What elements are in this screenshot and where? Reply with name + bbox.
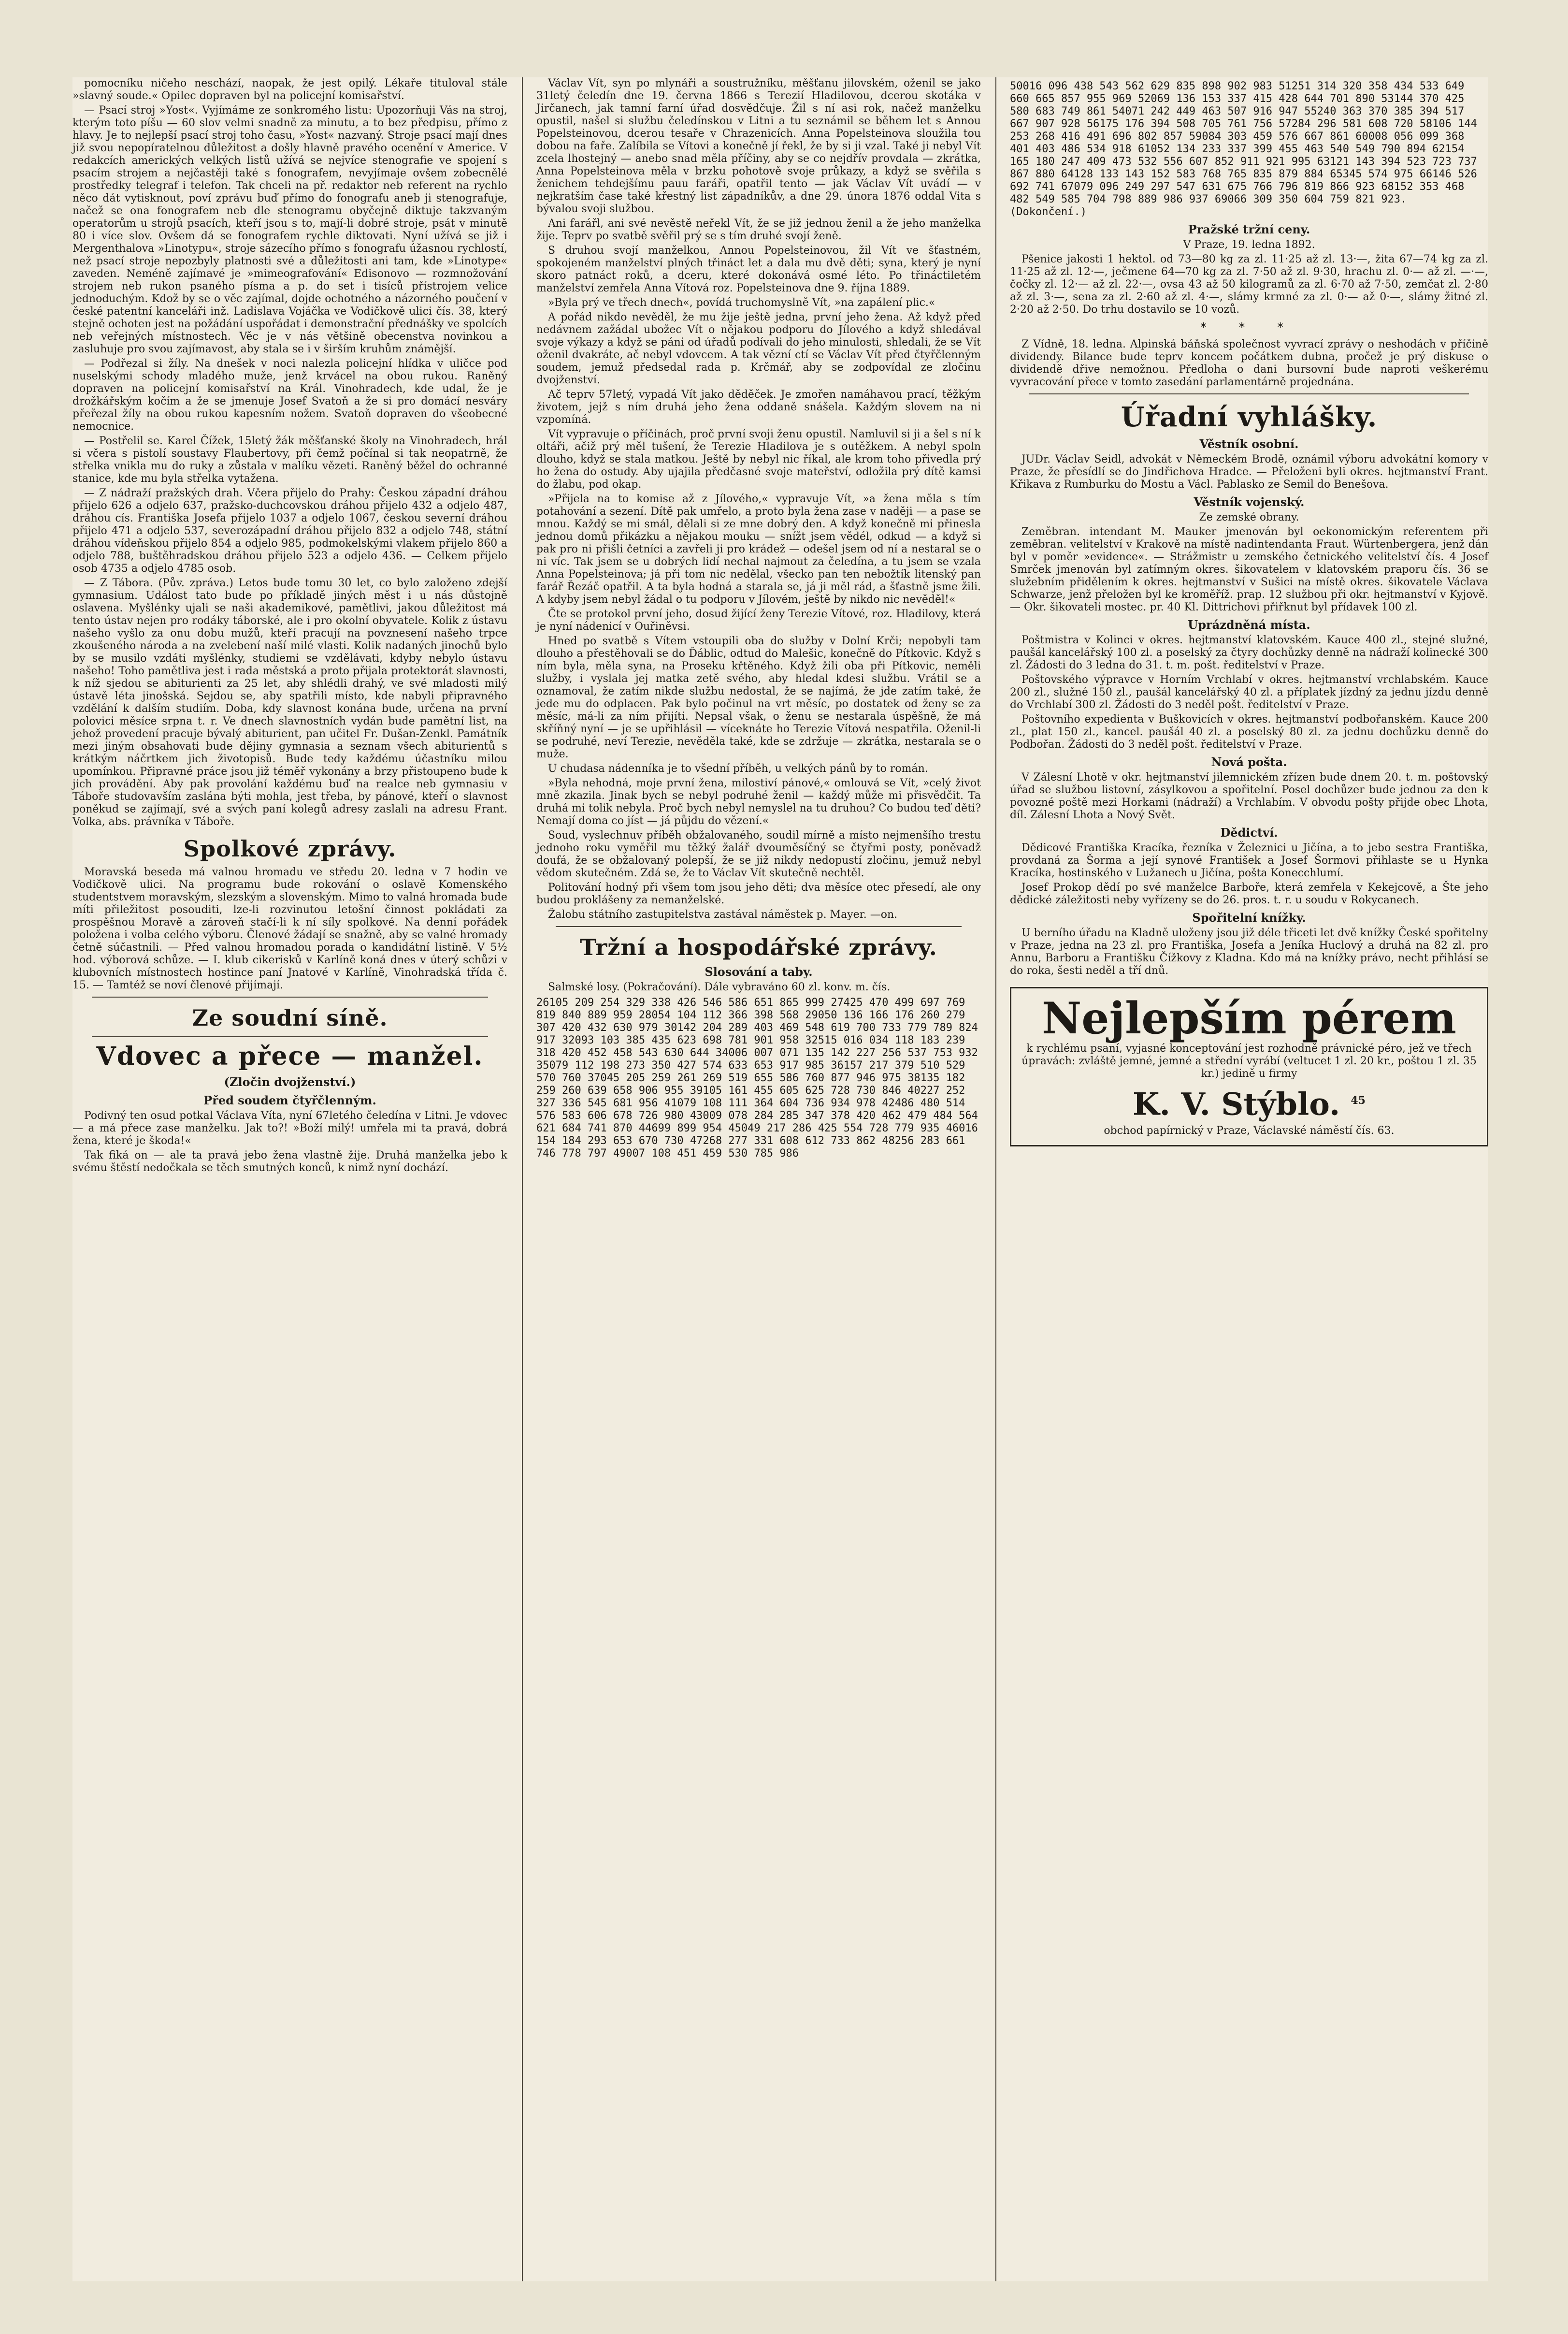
ad-number: 45 <box>1351 1094 1366 1107</box>
ad-headline: Nejlepším pérem <box>1042 993 1456 1044</box>
subsection-heading: Dědictví. <box>1220 826 1278 840</box>
advertisement <box>1010 987 1488 1146</box>
lottery-numbers: 50016 096 438 543 562 629 835 898 902 983 51251 314 320 358 434 533 649 660 665 857 955 969 52069 136 153 337 415 428 644 701 890 53144 370 425 580 683 749 861 54071 242 449 463 507 916 947 55240 363 370 385 394 517 667 907 928 56175 176 394 508 705 761 756 57284 296 581 608 720 58106 144 253 268 416 491 696 802 857 59084 303 459 576 667 861 60008 056 099 368 401 403 486 534 918 61052 134 233 337 399 455 463 540 549 790 894 62154 165 180 247 409 473 532 556 607 852 911 921 995 63121 143 394 523 723 737 867 880 64128 133 143 152 583 768 765 835 879 884 65345 574 975 66146 526 692 741 67079 096 249 297 547 631 675 766 796 819 866 923 68152 353 468 482 549 585 704 798 889 986 937 69066 309 350 604 759 821 923. (Dokončení.) <box>1010 80 1484 218</box>
ad-text: obchod papírnický v Praze, Václavské náměstí čís. 63. <box>1104 1125 1395 1137</box>
article-paragraph: Vít vypravuje o příčinách, proč první svoji ženu opustil. Namluvil si ji a šel s ní k oltáři, ačiž prý měl tušení, že Terezie Hladilova je s outěžkem. A nebyl spoln dlouho, když se stala matkou. Ještě by nebyl nic říkal, ale krom toho přivedla prý ho žena do ostudy. Aby ujajila předčasné svoje mateřství, odložila prý dítě kamsi do žlabu, pod okap. <box>536 428 981 491</box>
section-heading-soud: Ze soudní síně. <box>192 1005 388 1031</box>
article-paragraph: Tak fiká on — ale ta pravá jebo žena vlastně žije. Druhá manželka jebo k svému štěstí nedočkala se těch smutných konců, k nimž nyní dochází. <box>72 1149 507 1174</box>
article-paragraph: Poštovského výpravce v Horním Vrchlabí v okres. hejtmanství vrchlabském. Kauce 200 zl., služné 150 zl., paušál kancelářský 40 zl. a příplatek jízdný za jednu jízdu denně do Vrchlabí 300 zl. Žádosti do 3 neděl pošt. ředitelství v Praze. <box>1010 674 1488 711</box>
subsection-heading: Uprázdněná místa. <box>1188 618 1310 632</box>
article-paragraph: A pořád nikdo nevěděl, že mu žije ještě jedna, první jeho žena. Až když před nedávnem zažádal ubožec Vít o nějakou podporu do Jílového a když shledával svoje výkazy a když se páni od úřadů podívali do jeho minulosti, shledali, že se Vít oženil dvakráte, ač nebyl vdovcem. A tak vězní ctí se Václav Vít před čtyřčlenným soudem, jemuž předsedal rada p. Krčmář, aby se zodpovídal ze zločinu dvojženství. <box>536 311 981 386</box>
separator-stars: * * * <box>1200 320 1298 334</box>
newspaper-page <box>72 77 1488 2281</box>
article-paragraph: U berního úřadu na Kladně uloženy jsou již déle třiceti let dvě knížky České spořitelny v Praze, jedna na 23 zl. pro Františka, Josefa a Jeníka Huclový a druhá na 82 zl. pro Annu, Barboru a Františku Čížkovy z Kladna. Kdo má na knížky právo, necht přihlásí se do roka, šesti neděl a tří dnů. <box>1010 927 1488 977</box>
article-paragraph: Zeměbran. intendant M. Mauker jmenován byl oekonomickým referentem při zeměbran. velitelství v Krakově na místě nadintendanta Fraut. Würtenbergera, jenž dán byl v poměr »evidence«. — Strážmistr u zemského četnického velitelství čís. 4 Josef Smrček jmenován byl zatímným okres. šikovatelem v klatovském praporu čís. 36 se služebním přidělením k okres. hejtmanství v Sušici na místě okres. šikovatele Václava Schwarze, jenž přeložen byl ke kroměříž. prap. 12 službou při okr. hejtmanství v Kyjově. — Okr. šikovateli mostec. pr. 40 Kl. Dittrichovi přiřknut byl přídavek 100 zl. <box>1010 526 1488 613</box>
article-subheading: Před soudem čtyřčlenným. <box>203 1093 376 1107</box>
article-paragraph: Poštovního expedienta v Buškovicích v okres. hejtmanství podbořanském. Kauce 200 zl., plat 150 zl., kancel. paušál 40 zl. a poselský 80 zl. za jednu dochůzku denně do Podbořan. Žádosti do 3 neděl pošt. ředitelství v Praze. <box>1010 713 1488 751</box>
article-paragraph: pomocníku ničeho neschází, naopak, že jest opilý. Lékaře tituloval stále »slavný soude.« Opilec dopraven byl na policejní komisařství. <box>72 77 507 102</box>
article-headline: Vdovec a přece — manžel. <box>96 1042 484 1071</box>
article-paragraph: — Postřelil se. Karel Čížek, 15letý žák měšťanské školy na Vinohradech, hrál si včera s pistolí soustavy Flaubertovy, při čemž počínal si tak neopatrně, že střelka vnikla mu do ruky a zůstala v malíku vězeti. Raněný běžel do ochranné stanice, kde mu byla střelka vytažena. <box>72 435 507 485</box>
subsection-heading: Spořitelní knížky. <box>1192 911 1306 925</box>
article-paragraph: »Byla nehodná, moje první žena, milostiví pánové,« omlouvá se Vít, »celý život mně zkazila. Jinak bych se nebyl podruhé ženil — každý může mi přisvědčit. Ta druhá mi tolik nebyla. Proč bych nebyl nemyslel na tu druhou? Co budou teď děti? Nemají doma co jíst — já půjdu do vězení.« <box>536 777 981 827</box>
ad-company-name <box>1017 1083 1481 1122</box>
article-paragraph: Podivný ten osud potkal Václava Víta, nyní 67letého čeledína v Litni. Je vdovec — a má přece zase manželku. Jak to?! »Boží milý! umřela mi ta pravá, dobrá žena, které je škoda!« <box>72 1110 507 1147</box>
article-paragraph: Dědicové Františka Kracíka, řezníka v Železnici u Jičína, a to jebo sestra Františka, provdaná za Šorma a její synové František a Josef Šormovi přihlaste se u Hynka Kracíka, hostinského v Lužanech u Jičína, pošta Konecchlumí. <box>1010 842 1488 879</box>
article-paragraph: Politování hodný při všem tom jsou jeho děti; dva měsíce otec přesedí, ale ony budou proklášeny za nemanželské. <box>536 882 981 906</box>
dateline: V Praze, 19. ledna 1892. <box>1183 239 1315 251</box>
section-heading-spolkove: Spolkové zprávy. <box>183 836 397 862</box>
ad-text: k rychlému psaní, vyjasné konceptování jest rozhodně právnické péro, jež ve třech úpravách: zvláště jemné, jemné a střední vyrábí (veltucet 1 zl. 20 kr., poštou 1 zl. 35 kr.) jedině u firmy <box>1021 1043 1477 1080</box>
article-paragraph: Moravská beseda má valnou hromadu ve středu 20. ledna v 7 hodin ve Vodičkově ulici. Na programu bude rokování o oslavě Komenského studentstvem moravským, slezským a slovenským. Mimo to valná hromada bude míti přiležitost posouditi, lze-li rozvinutou letošní činnost pokládati za prospěšnou Moravě a zároveň stačí-li k ní síly spolkové. Na denní pořádek položena i volba celého výboru. Členové žádají se snažně, aby se valné hromady četně súčastnili. — Před valnou hromadou porada o kandidátní listině. V 5½ hod. výborová schůze. — I. klub cikerisků v Karlíně koná dnes v úterý schůzi v klubovních místnostech hostince paní Jnatové v Karlíně, Vinohradská třída č. 15. — Tamtéž se noví členové přijímají. <box>72 866 507 991</box>
article-paragraph: V Zálesní Lhotě v okr. hejtmanství jilemnickém zřízen bude dnem 20. t. m. poštovský úřad se službou listovní, zásylkovou a spořitelní. Posel dochůzer bude jednou za den k povozné poště mezi Horkami (nádraží) a Vrchlabím. V obvodu pošty přijde obec Lhota, díl. Zálesní Lhota a Nový Svět. <box>1010 771 1488 821</box>
article-paragraph: Čte se protokol první jeho, dosud žijící ženy Terezie Vítové, roz. Hladilovy, která je nyní nádenicí v Ouřiněvsi. <box>536 608 981 633</box>
lottery-numbers: 26105 209 254 329 338 426 546 586 651 865 999 27425 470 499 697 769 819 840 889 959 28054 104 112 366 398 568 29050 136 166 176 260 279 307 420 432 630 979 30142 204 289 403 469 548 619 700 733 779 789 824 917 32093 103 385 435 623 698 781 901 958 32515 016 034 118 183 239 318 420 452 458 543 630 644 34006 007 071 135 142 227 256 537 753 932 35079 112 198 273 350 427 574 633 653 917 985 36157 217 379 510 529 570 760 37045 205 259 261 269 519 655 586 760 877 946 975 38135 182 259 260 639 658 906 955 39105 161 455 605 625 728 730 846 40227 252 327 336 545 681 956 41079 108 111 364 604 736 934 978 42486 480 514 576 583 606 678 726 980 43009 078 284 285 347 378 420 462 479 484 564 621 684 741 870 44699 899 954 45049 217 286 425 554 728 779 935 46016 154 184 293 653 670 730 47268 277 331 608 612 733 862 48256 283 661 746 778 797 49007 108 451 459 530 785 986 <box>536 997 985 1160</box>
article-paragraph: Ani farářl, ani své nevěstě neřekl Vít, že se již jednou ženil a že jeho manželka žije. Teprv po svatbě svěřil prý se s tím druhé svojí ženě. <box>536 217 981 242</box>
article-paragraph: — Z Tábora. (Pův. zpráva.) Letos bude tomu 30 let, co bylo založeno zdejší gymnasium. Událost tato bude po příkladě jiných měst i u nás důstojně oslavena. Myšlénky ujali se naši akademikové, pamětlivi, jakou důležitost má tento ústav nejen pro rodáky táborské, ale i pro okolní obyvatele. Kolik z ústavu našeho vyšlo za onu dobu mužů, kteří pracují na povznesení našeho trpce zkoušeného národa a na zvelebení naší milé vlasti. Kolik nadaných jinochů bylo by se musilo vzdáti myšlénky, studiemi se vzdělávati, kdyby nebylo ústavu našeho! Toho pamětliva jest i rada městská a proto přijala protektorát slavnosti, k níž sjedou se abiturienti za 25 let, aby shlédli drahý, ve své mladosti milý ústavě léta jinošská. Sejdou se, aby spatřili místo, kde nabyli připravného vzdělání k dalším studiím. Doba, kdy slavnost konána bude, určena na první polovici měsíce srpna t. r. Ve dnech slavnostních vydán bude pamětní list, na jehož provedení pracuje bývalý abiturient, pan učitel Fr. Dušan-Zenkl. Památník mezi jiným obsahovati bude dějiny gymnasia a seznam všech abiturientů s krátkým náčrtkem jich životopisů. Bude tedy každému účastníku milou upomínkou. Připravné práce jsou již téměř vykonány a brzy přistoupeno bude k jich provádění. Aby pak provolání každému buď na realce neb gymnasiu v Táboře studovavším zaslána býti mohla, jest třeba, by pánové, kteří o slavnost poněkud se zajímají, své a svých paní kolegů adresy zaslali na adresu Frant. Volka, abs. právníka v Táboře. <box>72 577 507 828</box>
article-paragraph: Ač teprv 57letý, vypadá Vít jako děděček. Je zmořen namáhavou prací, těžkým životem, jejž s ním druhá jeho žena oddaně snášela. Každým slovem na ni vzpomíná. <box>536 389 981 426</box>
article-subheading: Slosování a taby. <box>705 965 813 979</box>
column-rule <box>522 77 523 2281</box>
subsection-heading: Věstník osobní. <box>1199 437 1299 451</box>
subsection-heading: Nová pošta. <box>1211 755 1287 769</box>
article-paragraph: »Byla prý ve třech dnech«, povídá truchomyslně Vít, »na zapálení plic.« <box>548 297 935 309</box>
article-paragraph: Josef Prokop dědí po své manželce Barboře, která zemřela v Kekejcově, a Šte jeho dědické záležitosti neby vyřízeny se do 26. pros. t. r. u soudu v Rokycanech. <box>1010 882 1488 906</box>
article-paragraph: — Podřezal si žíly. Na dnešek v noci nalezla policejní hlídka v uličce pod nuselskými schody mladého muže, jenž krvácel na obou rukou. Raněný dopraven na policejní komisařství na Král. Vinohradech, kde udal, že je drožkářským kočím a že se jmenuje Josef Svatoň a že si pro domácí nesváry přeřezal žíly na obou rukou kapesním nožem. Svatoň dopraven do všeobecné nemocnice. <box>72 358 507 433</box>
subsection-heading: Věstník vojenský. <box>1194 495 1305 509</box>
article-paragraph: Soud, vyslechnuv příběh obžalovaného, soudil mírně a místo nejmenšího trestu jednoho roku vyměřil mu těžký žalář dvouměsíčný se čtyřmi posty, poněvadž doufá, že se obžalovaný polepší, že se již nikdy nedopustí zločinu, jemuž nebyl vědom skutečném. Zdá se, že to Václav Vít skutečně nechtěl. <box>536 829 981 879</box>
article-paragraph: Pšenice jakosti 1 hektol. od 73—80 kg za zl. 11·25 až zl. 13·—, žita 67—74 kg za zl. 11·25 až zl. 12·—, ječmene 64—70 kg za zl. 7·50 až zl. 9·30, hrachu zl. 0·— až zl. —·—, čočky zl. 12·— až zl. 22·—, ovsa 43 až 50 kilogramů za zl. 6·70 až 7·50, zemčat zl. 2·80 až zl. 3·—, sena za zl. 2·60 až zl. 4·—, slámy krmné za zl. 0·— až 0·—, slámy žitné zl. 2·20 až 2·50. Do trhu dostavilo se 10 vozů. <box>1010 253 1488 316</box>
article-paragraph: S druhou svojí manželkou, Annou Popelsteinovou, žil Vít ve šťastném, spokojeném manželství plných třináct let a dala mu dvě děti; syna, který je nyní skoro patnáct roků, a dceru, které dokonává osmé léto. Po třináctiletém manželství zemřela Anna Vítová roz. Popelsteinova dne 9. října 1889. <box>536 245 981 294</box>
article-paragraph: Žalobu státního zastupitelstva zastával náměstek p. Mayer. —on. <box>548 909 898 921</box>
article-paragraph: — Psací stroj »Yost«. Vyjímáme ze sonkromého listu: Upozorňuji Vás na stroj, kterým toto píšu — 60 slov velmi snadně za minutu, a to bez předpisu, přímo z hlavy. Je to nejlepší psací stroj toho času, »Yost« nazvaný. Stroje psací mají dnes již svou nepopíratelnou důležitost a došly hlavně pravého ocenění v Americe. V redakcích amerických velkých listů užívá se nejvíce stenografie ve spojení s psacím strojem a nejčastěji také s fonografem, nevyjímaje ovšem zobecnělé prostředky telegraf i telefon. Tak chceli na př. redaktor neb referent na rychlo něco dát vytisknout, poví zprávu buď přímo do fonografu aneb ji stenografuje, načež se ona fonografem neb dle stenogramu obyčejně diktuje takzvaným operatorům u strojů psacích, kteří jsou s to, mají-li dobré stroje, psát v minutě 80 i více slov. Ovšem dá se fonografem rychle diktovati. Nyní užívá se již i Mergenthalova »Linotypu«, stroje sázecího přímo s fonografu úžasnou rychlostí, než psací stroje nepozbyly platnosti své a důležitosti ani tam, kde »Linotype« zaveden. Neméně zajímavé je »mimeografování« Edisonovo — rozmnožování strojem neb rukon psaného písma a p. do set i tisíců přístrojem velice jednoduchým. Kdož by se o věc zajímal, dojde ochotného a názorného poučení v české patentní kanceláři inž. Ladislava Vojáčka ve Vodičkově ulici čís. 38, který stejně ochoten jest na požádání uspořádat i demonstrační přednášky ve spolcích neb veřejných místnostech. Věc je v nás většině obecenstva novinkou a zasluhuje pro svou zajímavost, aby stala se i v širším kruhům známější. <box>72 104 507 355</box>
article-paragraph: Poštmistra v Kolinci v okres. hejtmanství klatovském. Kauce 400 zl., stejné služné, paušál kancelářský 100 zl. a poselský za čtyry dochůzky denně na nádraží kolinecké 300 zl. Žádosti do 3 ledna do 31. t. m. pošt. ředitelství v Praze. <box>1010 634 1488 671</box>
article-paragraph: Hned po svatbě s Vítem vstoupili oba do služby v Dolní Krči; nepobyli tam dlouho a přestěhovali se do Ďáblic, odtud do Malešic, konečně do Pítkovic. Když s ním byla, měla syna, na Proseku křtěného. Když žili oba při Pítkovic, neměli služby, i vyslala jej matka zetě svého, aby hledal kdesi službu. Vrátil se a oznamoval, že zatím nikde službu nedostal, že se najímá, že jde zatím také, že jede mu do odplacen. Pak bylo počinul na vrt měsíc, po dostatek od ženy se za měsíc, má-li za ním přijíti. Nepsal však, o ženu se nestarala úspěšně, že má skříňný nyní — je se upřihlásil — víceknáte ho Terezie Vítová nespatřila. Oženil-li se podruhé, neví Terezie, nevěděla také, kde se zdržuje — zkrátka, nestarala se o muže. <box>536 635 981 760</box>
article-paragraph: Václav Vít, syn po mlynáři a soustružníku, měšťanu jilovském, oženil se jako 31letý čeledín dne 19. června 1866 s Terezií Hladilovou, dcerou skotáka v Jirčanech, jak tamní farní úřad dosvědčuje. Žil s ní asi rok, načež manželku opustil, našel si službu čeledínskou v Litni a tu seznámil se během let s Annou Popelsteinovou, dcerou tesaře v Chrazenicích. Anna Popelsteinova sloužila tou dobou na faře. Zalíbila se Vítovi a konečně jí řekl, že by si ji vzal. Také ji nebyl Vít zcela lhostejný — anebo snad měla příčiny, aby se co nejdřív provdala — zkrátka, Anna Popelsteinova měla v brzku pohotově svoje průkazy, a když se svěřila s ženichem tehdejšímu pauu faráři, opatřil tento — jak Václav Vít uvádí — v nejkratším čase také křestný list západníkův, a dne 29. února 1876 oddal Vita s bývalou svoji službou. <box>536 77 981 215</box>
article-paragraph: Salmské losy. (Pokračování). Dále vybraváno 60 zl. konv. m. čís. <box>548 981 891 993</box>
column-3 <box>1010 77 1488 2281</box>
article-paragraph: »Přijela na to komise až z Jílového,« vypravuje Vít, »a žena měla s tím potahování a sezení. Dítě pak umřelo, a proto byla žena zase v naději — a pase se mnou. Každý se mi smál, dělali si ze mne dobrý den. A když konečně mi přinesla jednou domů přikázku a nějakou mouku — snížt jsem vědél, odkud — a když si pak pro ni přišli četníci a zavřeli ji pro krádež — odešel jsem od ní a nestaral se o ni víc. Tak jsem se u dobrých lidí nechal najmout za čeledína, a tu jsem se vzala Anna Popelsteinova; já při tom nic nedělal, všecko pan ten nebožtík litenský pan farář Řezáč opatřil. A ta byla hodná a starala se, já ji měl rád, a šťastně jsme žili. A kdyby jsem nebyl žádal o tu podporu v Jílovém, ještě by nikdo nic nevěděl!« <box>536 493 981 606</box>
article-paragraph: — Z nádraží pražských drah. Včera přijelo do Prahy: Českou západní dráhou přijelo 626 a odjelo 637, pražsko-duchcovskou dráhou přijelo 432 a odjelo 487, dráhou cís. Františka Josefa přijelo 1037 a odjelo 1067, českou severní dráhou přijelo 471 a odjelo 537, severozápadní dráhou přijelo 832 a odjelo 748, státní dráhou vídeňskou přijelo 854 a odjelo 985, podmokelskými vlakem přijelo 860 a odjelo 788, buštěhradskou dráhou přijelo 523 a odjelo 436. — Celkem přijelo osob 4735 a odjelo 4785 osob. <box>72 487 507 575</box>
article-subheading: (Zločin dvojženství.) <box>224 1075 356 1089</box>
article-paragraph: Z Vídně, 18. ledna. Alpinská báňská společnost vyvrací zprávy o neshodách v příčině dividendy. Bilance bude teprv koncem počátkem dubna, pročež je prý diskuse o dividendě dřive nemožnou. Předloha o dani bursovní bude naproti veškerému vyvracování přece v tomto zasedání parlamentárně projednána. <box>1010 338 1488 388</box>
divider <box>556 926 962 927</box>
divider <box>1029 393 1469 394</box>
article-paragraph: U chudasa nádenníka je to všední příběh, u velkých pánů by to román. <box>548 763 928 775</box>
divider <box>92 1036 488 1037</box>
divider <box>92 997 488 998</box>
ad-company: K. V. Stýblo. <box>1133 1086 1340 1123</box>
subsection-subheading: Ze zemské obrany. <box>1199 511 1299 523</box>
section-heading-trzni: Tržní a hospodářské zprávy. <box>580 934 937 960</box>
column-2 <box>536 77 985 2281</box>
column-rule <box>995 77 996 2281</box>
column-1 <box>72 77 507 2281</box>
section-heading-prazske: Pražské tržní ceny. <box>1188 222 1310 236</box>
article-paragraph: JUDr. Václav Seidl, advokát v Německém Brodě, oznámil výboru advokátní komory v Praze, že přesídlí se do Jindřichova Hradce. — Přeloženi byli okres. hejtmanství Frant. Křikava z Rumburku do Mostu a Václ. Pablasko ze Semil do Benešova. <box>1010 453 1488 491</box>
section-heading-urad: Úřadní vyhlášky. <box>1121 401 1378 433</box>
